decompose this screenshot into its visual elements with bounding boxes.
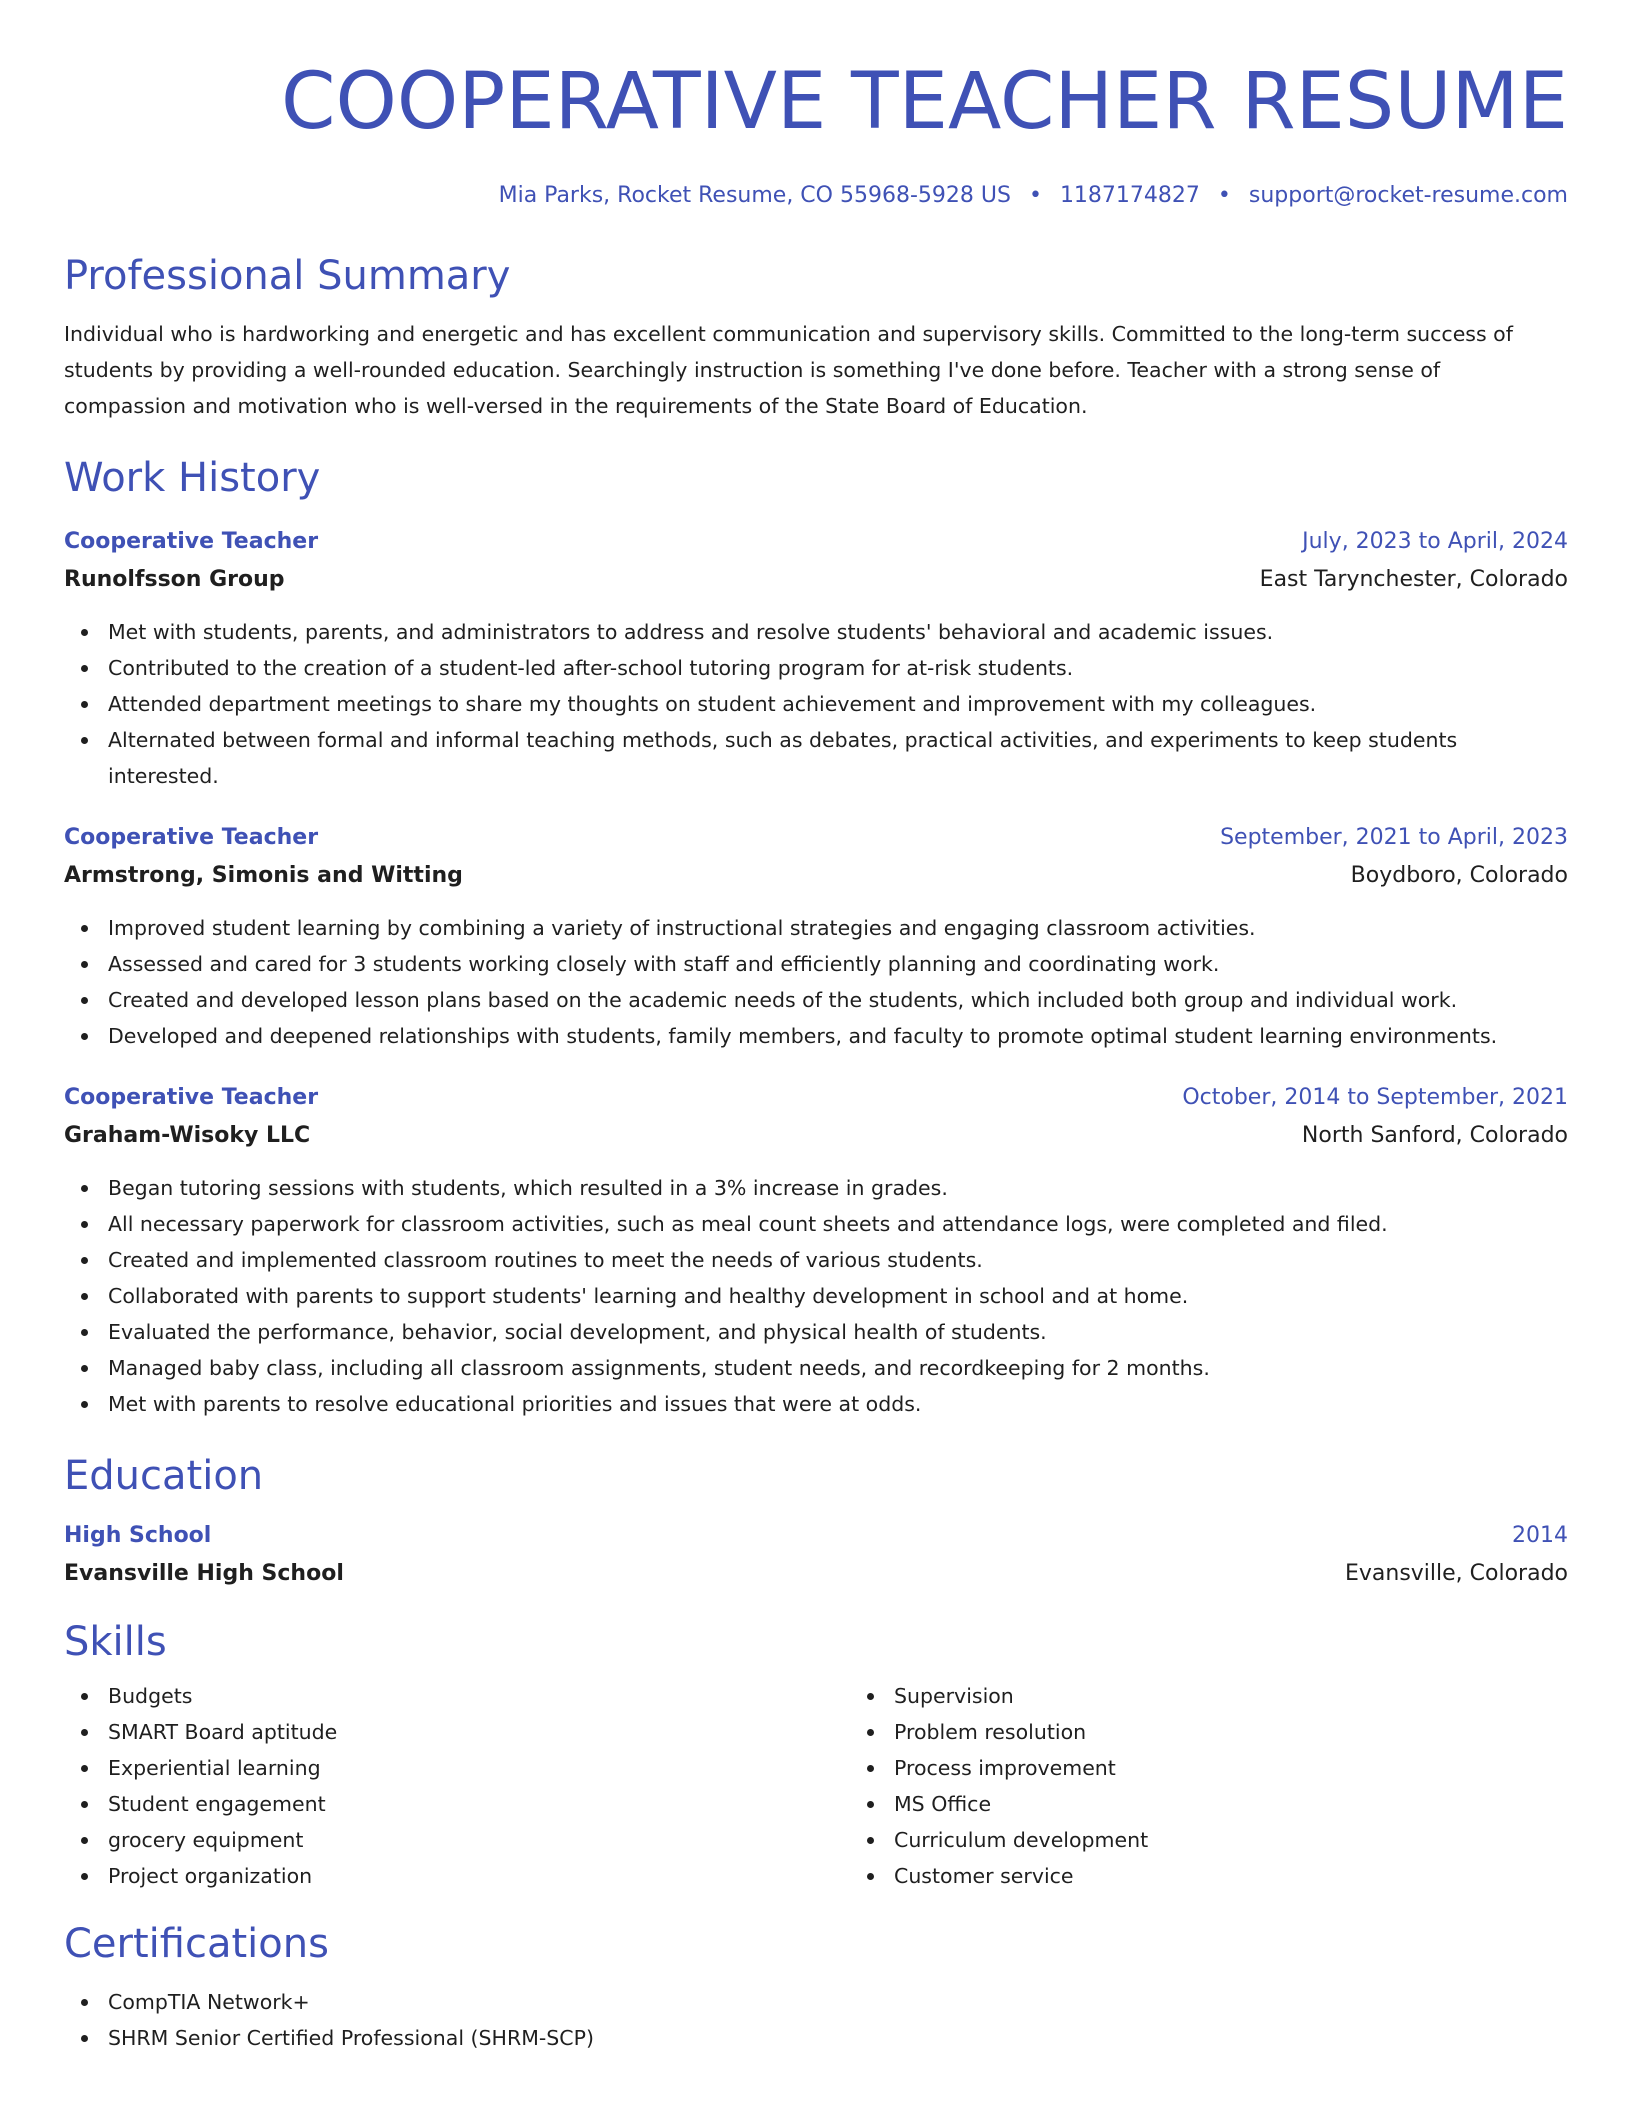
job-bullet: Managed baby class, including all classroom assignments, student needs, and recordkeeping for 2 months. xyxy=(108,1350,1568,1386)
job-bullet: Collaborated with parents to support students' learning and healthy development in school and at home. xyxy=(108,1278,1568,1314)
education-heading: Education xyxy=(64,1453,264,1499)
education-degree: High School xyxy=(64,1523,212,1548)
job-title: Cooperative Teacher xyxy=(64,529,319,554)
contact-email: support@rocket-resume.com xyxy=(1248,183,1568,208)
certifications-heading: Certifications xyxy=(64,1921,329,1967)
skills-list-right xyxy=(850,1678,1632,1894)
skill-item: Supervision xyxy=(894,1678,1632,1714)
job-bullet: Attended department meetings to share my thoughts on student achievement and improvement with my colleagues. xyxy=(108,686,1568,722)
job-bullets xyxy=(64,1170,1568,1422)
skill-item: Student engagement xyxy=(108,1786,850,1822)
job-bullet: Began tutoring sessions with students, which resulted in a 3% increase in grades. xyxy=(108,1170,1568,1206)
resume-title: COOPERATIVE TEACHER RESUME xyxy=(281,57,1568,147)
skill-item: Curriculum development xyxy=(894,1822,1632,1858)
skills-columns xyxy=(64,1678,1568,1894)
contact-line xyxy=(64,180,1568,212)
job-bullet: Contributed to the creation of a student-led after-school tutoring program for at-risk students. xyxy=(108,650,1568,686)
job-header xyxy=(64,1080,1568,1116)
education-header xyxy=(64,1518,1568,1554)
contact-address: Mia Parks, Rocket Resume, CO 55968-5928 US xyxy=(498,183,1011,208)
skill-item: Process improvement xyxy=(894,1750,1632,1786)
job-location: North Sanford, Colorado xyxy=(1301,1123,1568,1148)
skill-item: Customer service xyxy=(894,1858,1632,1894)
job-bullet: All necessary paperwork for classroom activities, such as meal count sheets and attendance logs, were completed and filed. xyxy=(108,1206,1568,1242)
skills-list-left xyxy=(64,1678,850,1894)
job-bullets xyxy=(64,614,1568,794)
job-bullet: Assessed and cared for 3 students working closely with staff and efficiently planning and coordinating work. xyxy=(108,946,1568,982)
job-location: East Tarynchester, Colorado xyxy=(1259,567,1568,592)
job-entry xyxy=(64,820,1568,1054)
job-entry xyxy=(64,524,1568,794)
skill-item: Problem resolution xyxy=(894,1714,1632,1750)
job-dates: October, 2014 to September, 2021 xyxy=(1182,1085,1568,1110)
skill-item: Project organization xyxy=(108,1858,850,1894)
job-location: Boydboro, Colorado xyxy=(1350,863,1568,888)
skill-item: grocery equipment xyxy=(108,1822,850,1858)
skills-heading: Skills xyxy=(64,1619,167,1665)
job-company: Armstrong, Simonis and Witting xyxy=(64,863,463,888)
education-subheader xyxy=(64,1554,1568,1594)
skill-item: Experiential learning xyxy=(108,1750,850,1786)
job-dates: September, 2021 to April, 2023 xyxy=(1220,825,1568,850)
job-bullet: Created and developed lesson plans based on the academic needs of the students, which included both group and individual work. xyxy=(108,982,1568,1018)
job-subheader xyxy=(64,856,1568,896)
contact-separator: • xyxy=(1217,183,1231,208)
summary-text: Individual who is hardworking and energetic and has excellent communication and supervisory skills. Committed to the long-term success of students by providing a well-rounded education. Searchingly instruction is something I've done before. Teacher with a strong sense of compassion and motivation who is well-versed in the requirements of the State Board of Education. xyxy=(64,322,1513,418)
job-company: Runolfsson Group xyxy=(64,567,285,592)
job-bullets xyxy=(64,910,1568,1054)
job-dates: July, 2023 to April, 2024 xyxy=(1302,529,1568,554)
contact-phone: 1187174827 xyxy=(1059,183,1200,208)
job-bullet: Alternated between formal and informal teaching methods, such as debates, practical activities, and experiments to keep students interested. xyxy=(108,722,1568,794)
job-title: Cooperative Teacher xyxy=(64,825,319,850)
job-bullet: Improved student learning by combining a variety of instructional strategies and engaging classroom activities. xyxy=(108,910,1568,946)
job-subheader xyxy=(64,1116,1568,1156)
certifications-list xyxy=(64,1984,1568,2056)
education-school: Evansville High School xyxy=(64,1561,344,1586)
education-year: 2014 xyxy=(1512,1523,1568,1548)
education-entry xyxy=(64,1518,1568,1594)
certification-item: SHRM Senior Certified Professional (SHRM-SCP) xyxy=(108,2020,1568,2056)
job-bullet: Met with students, parents, and administrators to address and resolve students' behavioral and academic issues. xyxy=(108,614,1568,650)
skill-item: Budgets xyxy=(108,1678,850,1714)
summary-heading: Professional Summary xyxy=(64,253,511,299)
job-title: Cooperative Teacher xyxy=(64,1085,319,1110)
certification-item: CompTIA Network+ xyxy=(108,1984,1568,2020)
job-company: Graham-Wisoky LLC xyxy=(64,1123,311,1148)
contact-separator: • xyxy=(1028,183,1042,208)
job-header xyxy=(64,524,1568,560)
job-bullet: Created and implemented classroom routines to meet the needs of various students. xyxy=(108,1242,1568,1278)
work-history-heading: Work History xyxy=(64,455,321,501)
job-header xyxy=(64,820,1568,856)
skill-item: SMART Board aptitude xyxy=(108,1714,850,1750)
job-entry xyxy=(64,1080,1568,1422)
education-location: Evansville, Colorado xyxy=(1344,1561,1568,1586)
skill-item: MS Office xyxy=(894,1786,1632,1822)
job-bullet: Developed and deepened relationships with students, family members, and faculty to promote optimal student learning environments. xyxy=(108,1018,1568,1054)
job-bullet: Evaluated the performance, behavior, social development, and physical health of students. xyxy=(108,1314,1568,1350)
job-subheader xyxy=(64,560,1568,600)
job-bullet: Met with parents to resolve educational priorities and issues that were at odds. xyxy=(108,1386,1568,1422)
